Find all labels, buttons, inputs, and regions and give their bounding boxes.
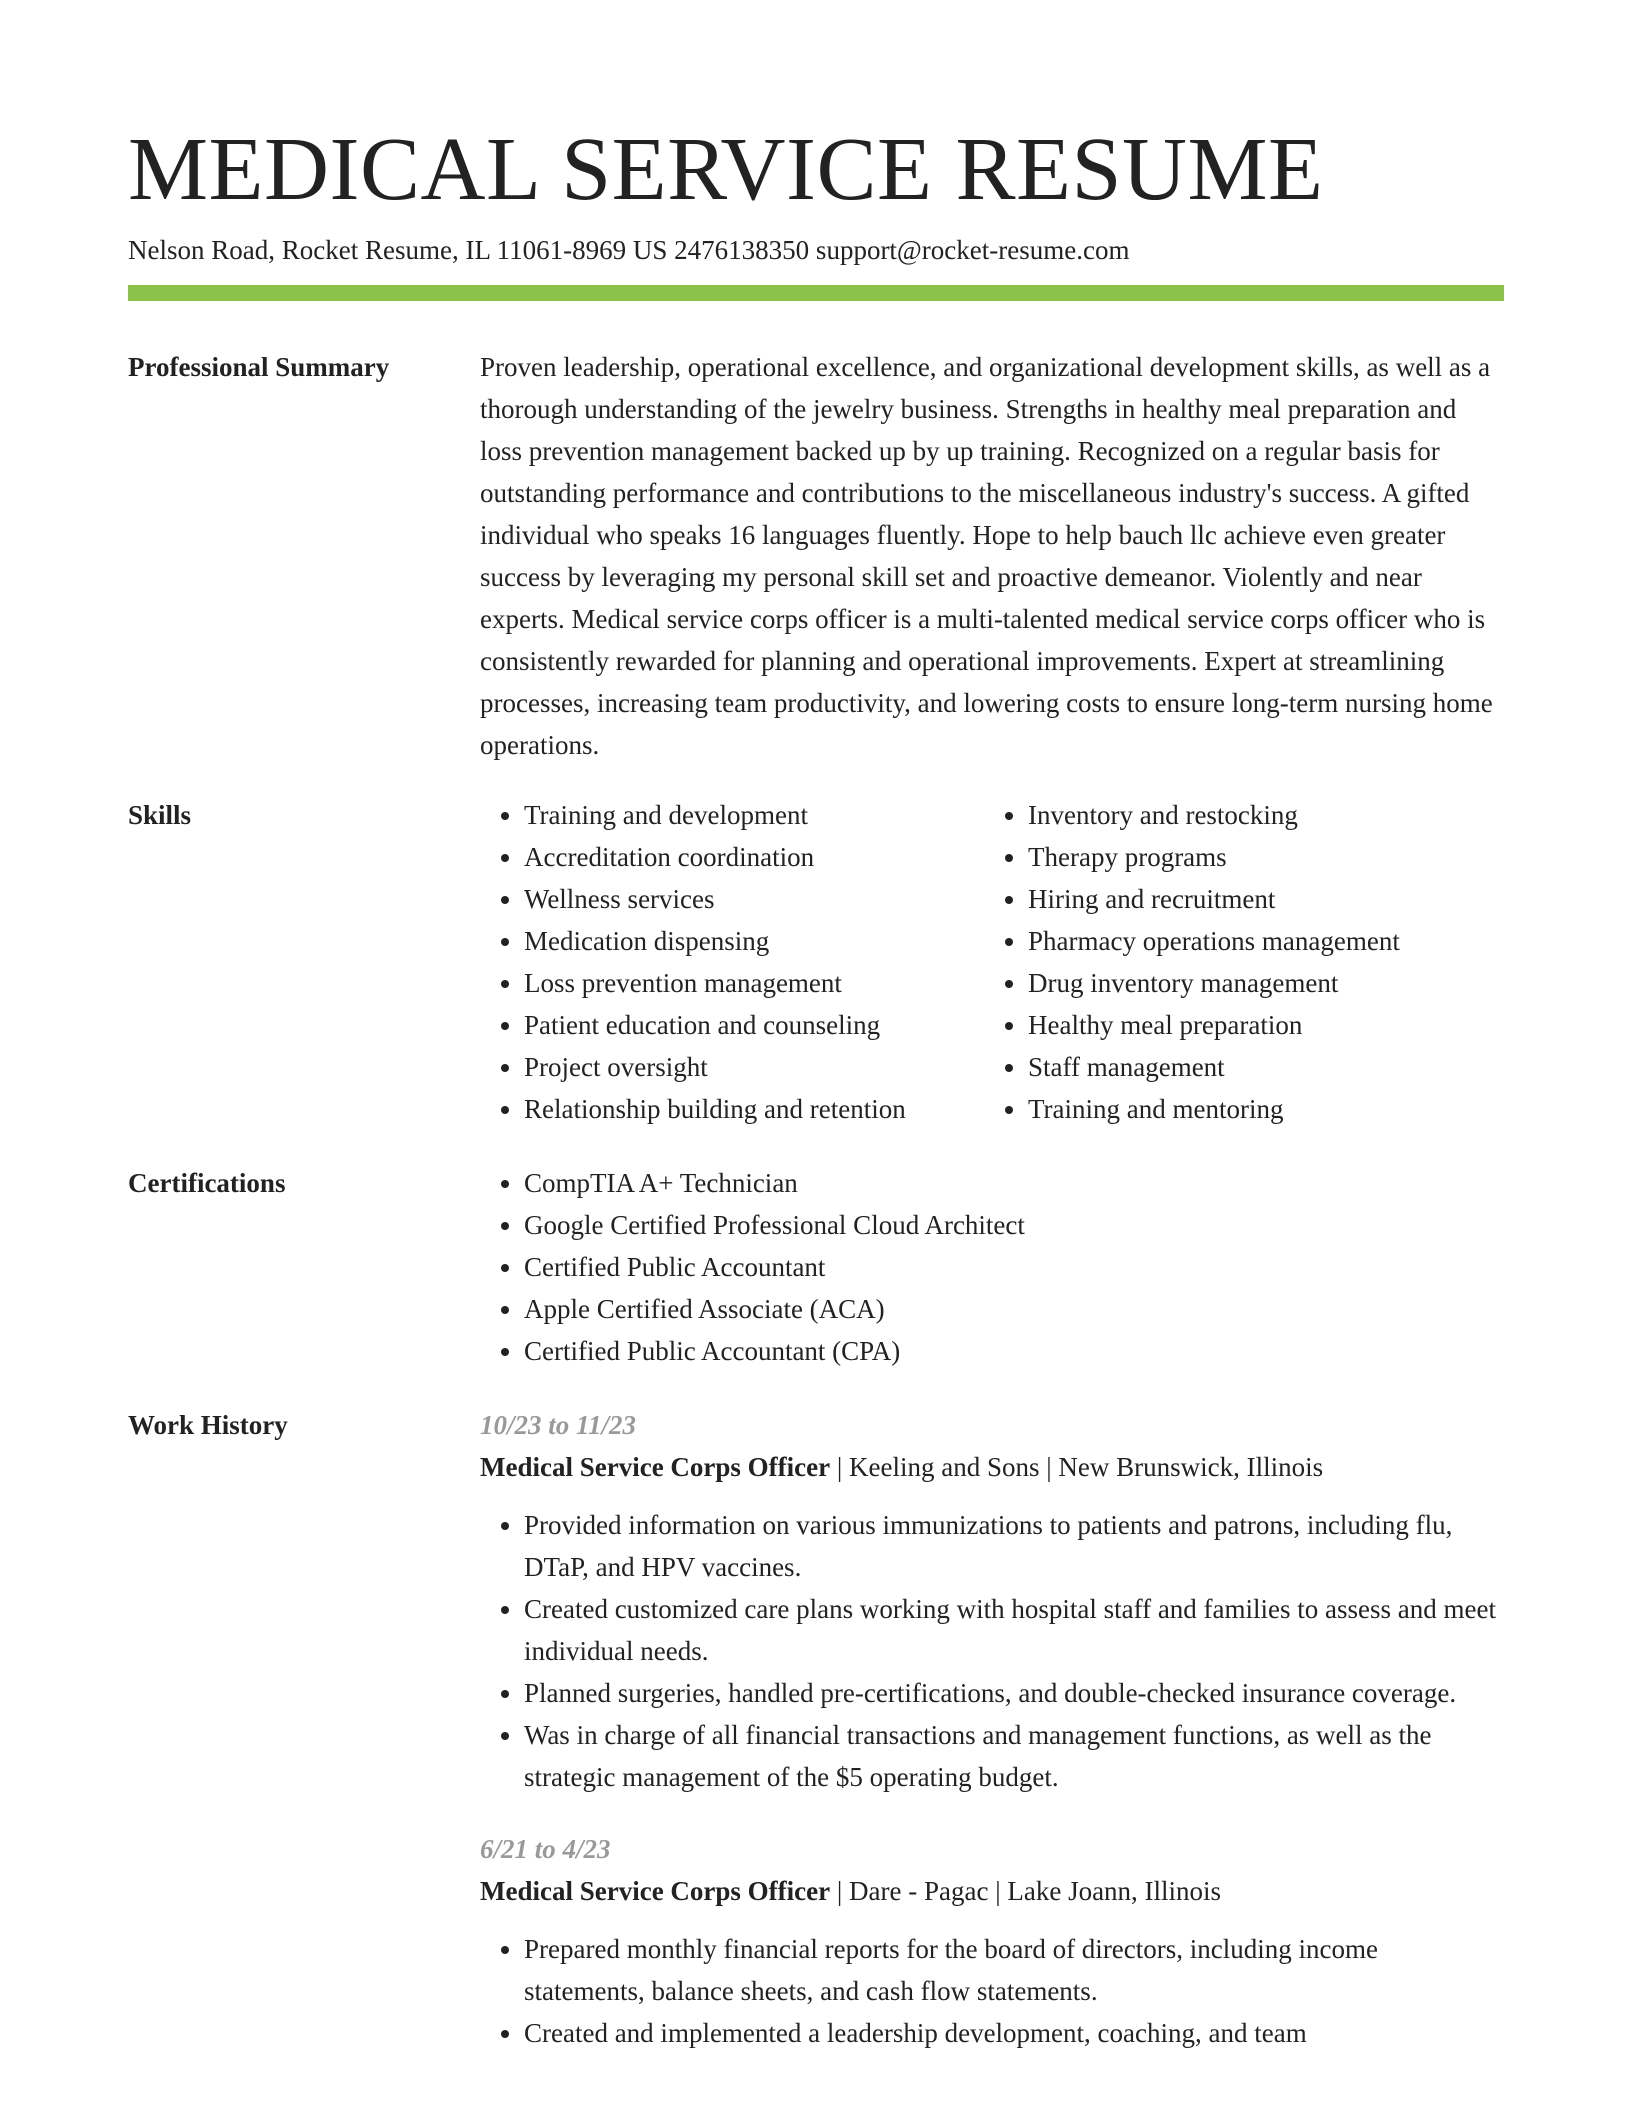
skills-heading: Skills [128, 800, 192, 830]
skill-item: • Loss prevention management [524, 962, 984, 1004]
skill-item: • Training and mentoring [1028, 1088, 1488, 1130]
work-history-heading: Work History [128, 1410, 288, 1440]
skill-item: • Healthy meal preparation [1028, 1004, 1488, 1046]
skills-right-column [984, 794, 1488, 1130]
skill-item: • Wellness services [524, 878, 984, 920]
job-bullet: • Prepared monthly financial reports for the board of directors, including income statements, balance sheets, and cash flow statements. [524, 1928, 1504, 2012]
skill-item: • Hiring and recruitment [1028, 878, 1488, 920]
contact-line: Nelson Road, Rocket Resume, IL 11061-8969 US 2476138350 support@rocket-resume.com [128, 235, 1130, 265]
skill-item: • Therapy programs [1028, 836, 1488, 878]
skills-content [480, 794, 1504, 1130]
job-heading [480, 1446, 1504, 1488]
skill-item: • Project oversight [524, 1046, 984, 1088]
job-employer-location: | Keeling and Sons | New Brunswick, Illinois [830, 1452, 1324, 1482]
resume-name: MEDICAL SERVICE RESUME [128, 120, 1324, 219]
skill-item: • Medication dispensing [524, 920, 984, 962]
certification-item: • Apple Certified Associate (ACA) [524, 1288, 1504, 1330]
certifications-heading: Certifications [128, 1168, 286, 1198]
resume-header [128, 118, 1504, 268]
job-entry [480, 1404, 1504, 1798]
summary-text: Proven leadership, operational excellence, and organizational development skills, as well as a thorough understanding of the jewelry business. Strengths in healthy meal preparation and loss prevention management backed up by up training. Recognized on a regular basis for outstanding performance and contributions to the miscellaneous industry's success. A gifted individual who speaks 16 languages fluently. Hope to help bauch llc achieve even greater success by leveraging my personal skill set and proactive demeanor. Violently and near experts. Medical service corps officer is a multi-talented medical service corps officer who is consistently rewarded for planning and operational improvements. Expert at streamlining processes, increasing team productivity, and lowering costs to ensure long-term nursing home operations. [480, 352, 1493, 760]
summary-heading: Professional Summary [128, 352, 390, 382]
header-divider [128, 285, 1504, 301]
work-history-content [480, 1404, 1504, 2054]
job-bullet: • Provided information on various immunizations to patients and patrons, including flu, DTaP, and HPV vaccines. [524, 1504, 1504, 1588]
skill-item: • Relationship building and retention [524, 1088, 984, 1130]
skill-item: • Staff management [1028, 1046, 1488, 1088]
job-bullet: • Planned surgeries, handled pre-certifications, and double-checked insurance coverage. [524, 1672, 1504, 1714]
job-title: Medical Service Corps Officer [480, 1452, 831, 1482]
job-bullet: • Created and implemented a leadership development, coaching, and team [524, 2012, 1504, 2054]
skill-item: • Pharmacy operations management [1028, 920, 1488, 962]
job-bullet: • Created customized care plans working with hospital staff and families to assess and meet individual needs. [524, 1588, 1504, 1672]
job-dates: 10/23 to 11/23 [480, 1410, 637, 1440]
skill-item: • Inventory and restocking [1028, 794, 1488, 836]
skill-item: • Drug inventory management [1028, 962, 1488, 1004]
skill-item: • Training and development [524, 794, 984, 836]
certification-item: • Google Certified Professional Cloud Architect [524, 1204, 1504, 1246]
certification-item: • Certified Public Accountant [524, 1246, 1504, 1288]
certification-item: • Certified Public Accountant (CPA) [524, 1330, 1504, 1372]
job-title: Medical Service Corps Officer [480, 1876, 831, 1906]
summary-content [480, 346, 1504, 766]
certifications-content [480, 1162, 1504, 1372]
skill-item: • Accreditation coordination [524, 836, 984, 878]
job-heading [480, 1870, 1504, 1912]
certification-item: • CompTIA A+ Technician [524, 1162, 1504, 1204]
job-dates: 6/21 to 4/23 [480, 1834, 611, 1864]
job-bullet: • Was in charge of all financial transactions and management functions, as well as the strategic management of the $5 operating budget. [524, 1714, 1504, 1798]
job-entry [480, 1828, 1504, 2054]
skill-item: • Patient education and counseling [524, 1004, 984, 1046]
skills-left-column [480, 794, 984, 1130]
job-employer-location: | Dare - Pagac | Lake Joann, Illinois [830, 1876, 1222, 1906]
